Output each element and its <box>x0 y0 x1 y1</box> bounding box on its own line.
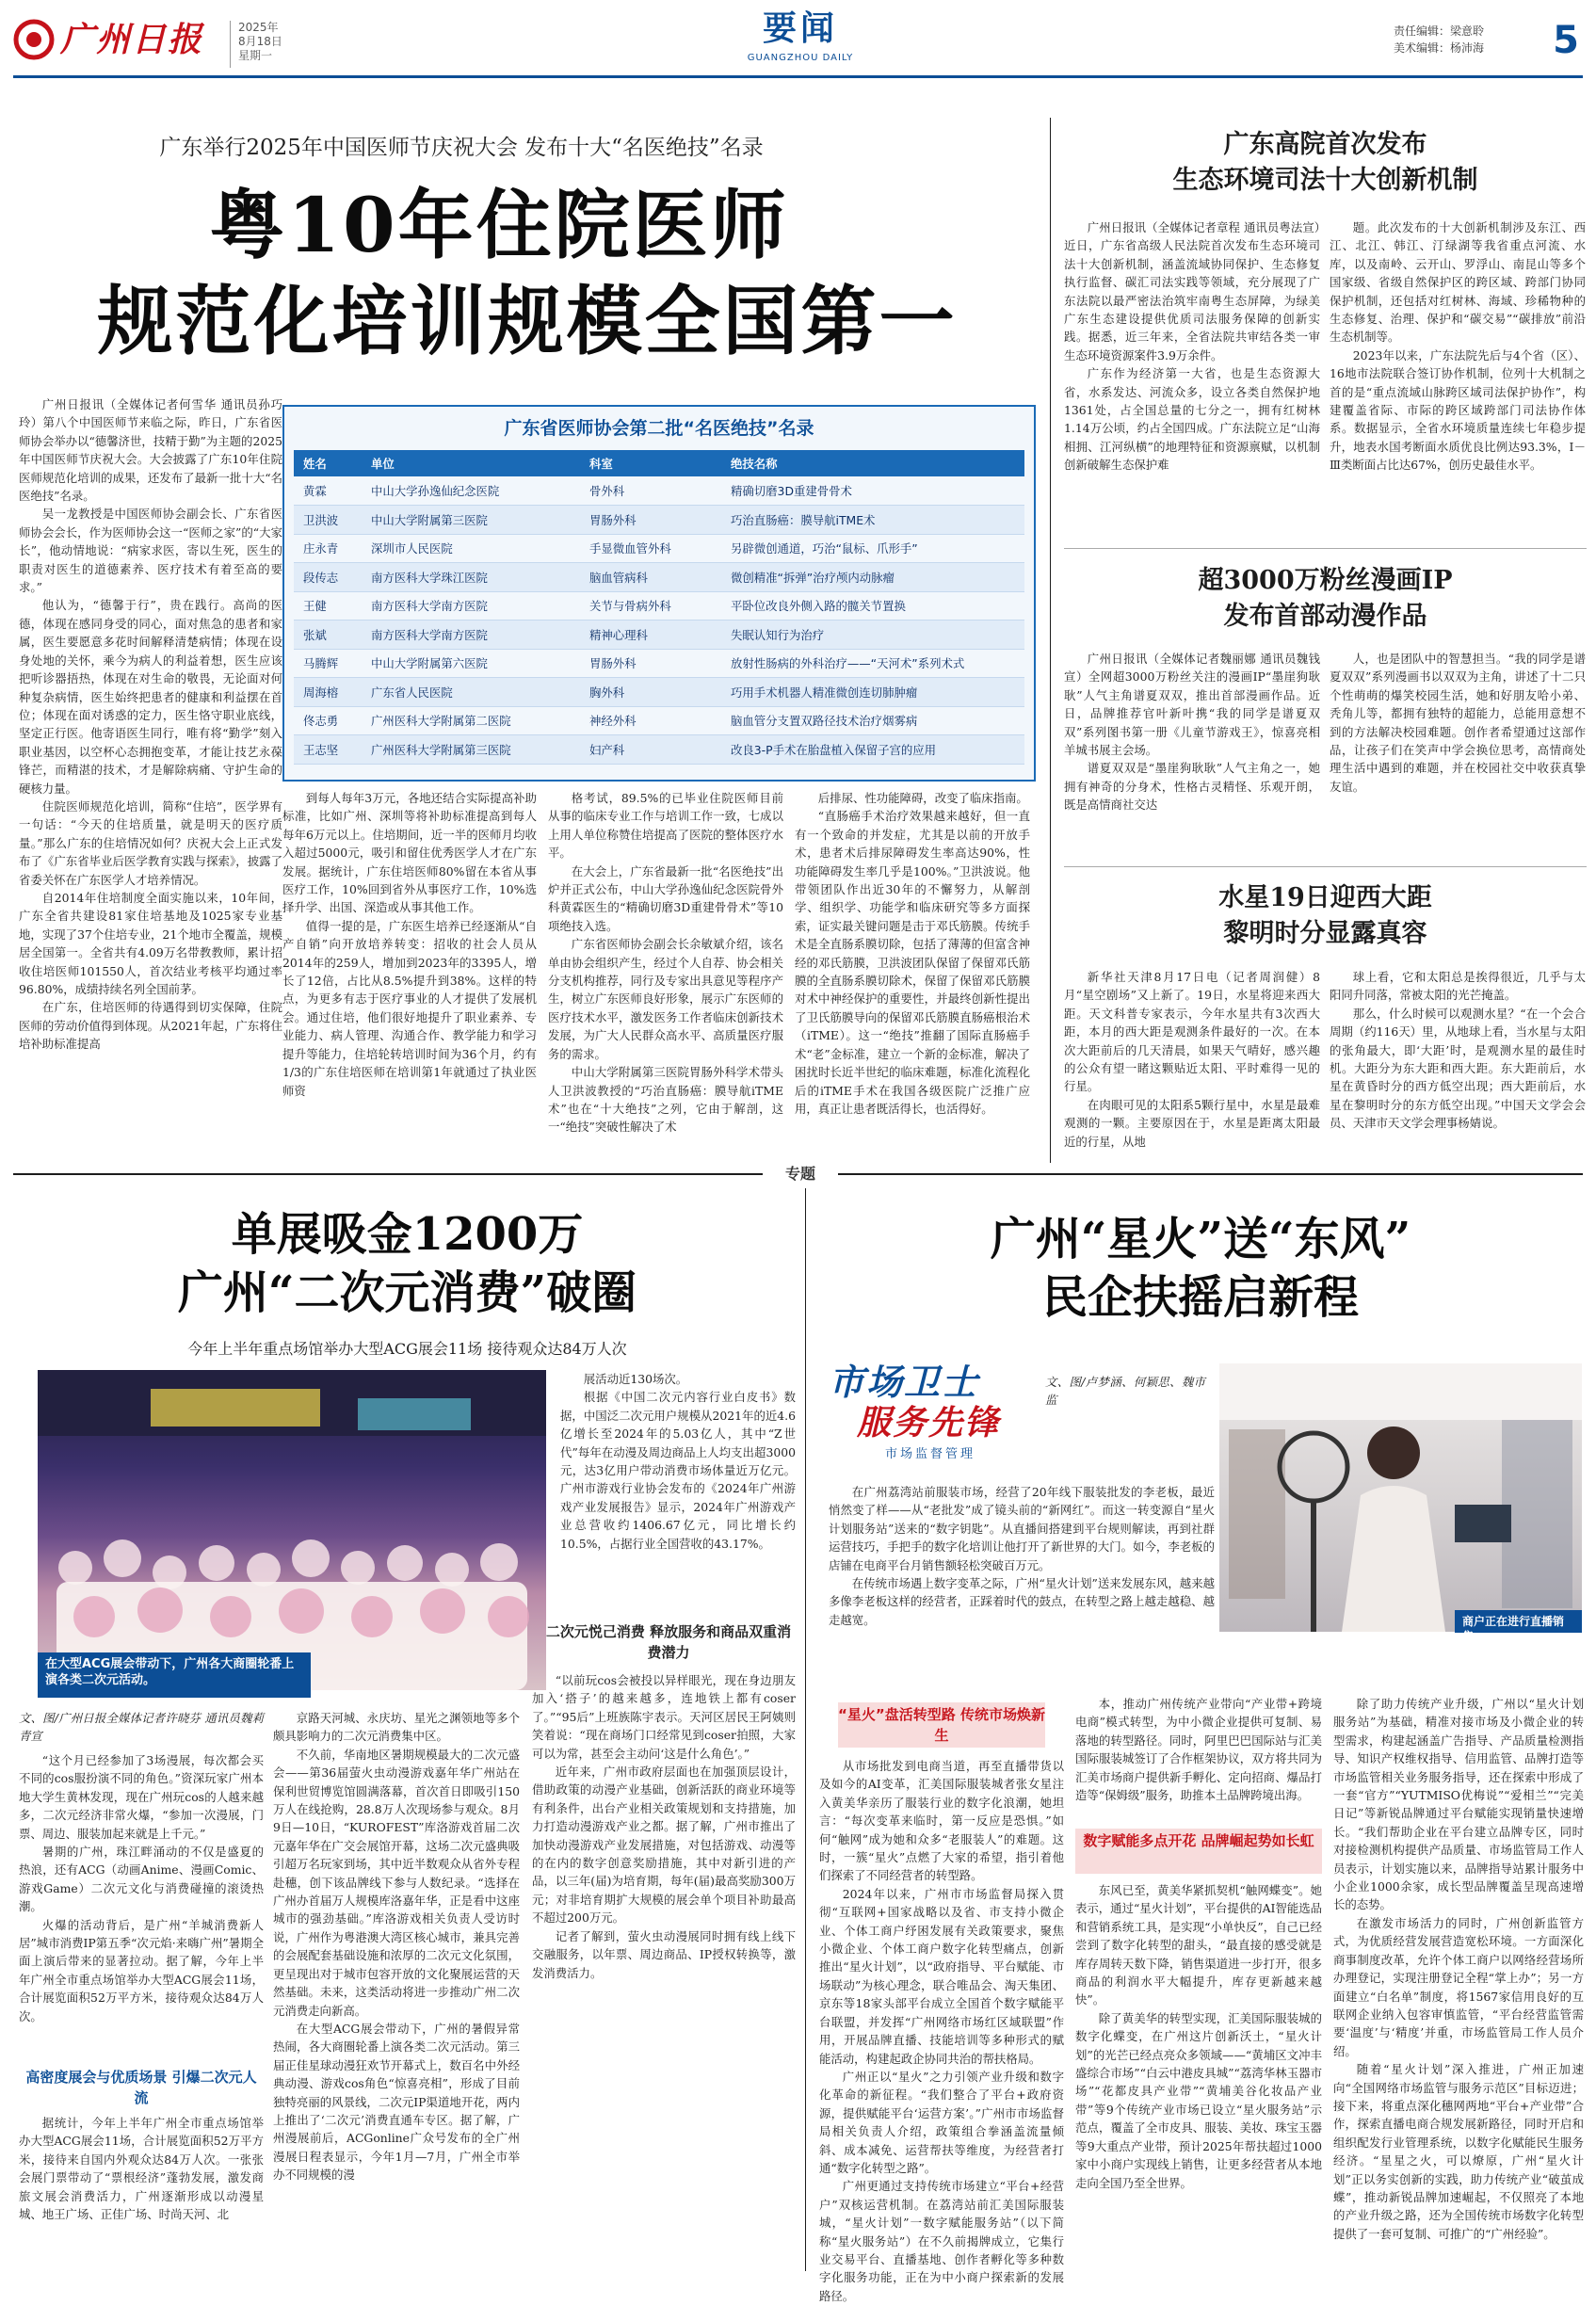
article-comic-title-line2: 发布首部动漫作品 <box>1223 602 1427 631</box>
cell-skill: 另辟微创通道，巧治“鼠标、爪形手” <box>721 534 1024 563</box>
cell-unit: 南方医科大学珠江医院 <box>362 563 580 592</box>
paragraph: 广州日报讯（全媒体记者何雪华 通讯员孙巧玲）第八个中国医师节来临之际，昨日，广东省医师协会举办以“德馨济世，技精于勤”为主题的2025年中国医师节庆祝大会。大会披露了广东10年住院医师规范化培训的成果，还发布了最新一批十大“名医绝技”名录。 <box>19 397 282 504</box>
page-number: 5 <box>1553 19 1579 62</box>
paragraph: 除了助力传统产业升级，广州以“星火计划服务站”为基础，精准对接市场及小微企业的转型需求，构建起涵盖广告指导、产品质量检测指导、知识产权维权指导、信用监管、品牌打造等市场监管相关业务服务指导，还在探索中形成了一套“官方”“YUTMISO优梅说”“爱相兰”“完美日记”等新锐品牌通过平台赋能实现销量快速增长。“我们帮助企业在平台建立品牌专区，同时对接检测机构提供产品质量、市场监管局工作人员表示，计划实施以来，品牌指导站累计服务中小企业1000余家，成长型品牌覆盖呈现高速增长的态势。 <box>1333 1697 1584 1912</box>
article-court-title <box>1064 127 1587 202</box>
cell-name: 周海榕 <box>294 678 362 707</box>
livestream-photo-caption: 商户正在进行直播销售。 <box>1455 1610 1582 1633</box>
main-headline-line1: 粤10年住院医师 <box>209 181 789 269</box>
article-mercury-column-2 <box>1330 968 1586 1156</box>
article-court-title-line2: 生态环境司法十大创新机制 <box>1172 166 1478 195</box>
paragraph: 格考试，89.5%的已毕业住院医师目前从事的临床专业工作与培训工作一致，七成以上用人单位称赞住培提高了医院的整体医疗水平。 <box>548 791 783 861</box>
paragraph: 题。此次发布的十大创新机制涉及东江、西江、北江、韩江、汀绿湖等我省重点河流、水库，以及南岭、云开山、罗浮山、南昆山等多个国家级、省级自然保护区的跨区域、跨部门协同保护机制，还包括对红树林、海域、珍稀物种的生态修复、治理、保护和“碳交易”“碳排放”前沿生态机制等。 <box>1330 220 1586 345</box>
table-header-dept: 科室 <box>580 450 721 476</box>
cell-unit: 南方医科大学南方医院 <box>362 621 580 650</box>
paragraph: 在激发市场活力的同时，广州创新监管方式，为优质经营发展营造宽松环境。一方面深化商事制度改革，允许个体工商户以网络经营场所办理登记，实现注册登记全程“掌上办”；另一方面建立“白名单”制度，将1567家信用良好的互联网企业纳入包容审慎监管，“平台经营监管需要‘温度’与‘精度’并重，市场监管局工作人员介绍。 <box>1333 1915 1584 2058</box>
table-header-name: 姓名 <box>294 450 362 476</box>
paragraph: 球上看，它和太阳总是挨得很近，几乎与太阳同升同落，常被太阳的光芒掩盖。 <box>1330 970 1586 1003</box>
spark-column-1 <box>819 1757 1064 2303</box>
table-header-unit: 单位 <box>362 450 580 476</box>
paragraph: 到每人每年3万元，各地还结合实际提高补助标准，比如广州、深圳等将补助标准提高到每人每年6万元以上。住培期间，近一半的医师月均收入超过5000元，吸引和留住优秀医学人才在广东发展。据统计，广东住培医师80%留在本省从事医疗工作，10%回到省外从事医疗工作，10%选择升学、出国、深造或从事其他工作。 <box>282 791 537 915</box>
acg-byline: 文、图/广州日报全媒体记者许晓芬 通讯员魏莉青宣 <box>19 1711 264 1744</box>
section-subtitle: GUANGZHOU DAILY <box>747 53 854 63</box>
cell-unit: 深圳市人民医院 <box>362 534 580 563</box>
acg-headline-line2: 广州“二次元消费”破圈 <box>177 1266 637 1319</box>
cell-dept: 脑血管病科 <box>580 563 721 592</box>
paragraph: 广东作为经济第一大省，也是生态资源大省，水系发达、河流众多，设立各类自然保护地1361处，占全国总量的七分之一，拥有红树林1.14万公顷，约占全国四成。广东法院立足“山海相拥、江河纵横”的地理特征和资源禀赋，以机制创新破解生态保护难 <box>1064 366 1320 473</box>
cell-dept: 精神心理科 <box>580 621 721 650</box>
spark-column-2: 本，推动广州传统产业带向“产业带+跨境电商”模式转型，为中小微企业提供可复制、易落地的转型路径。同时，阿里巴巴国际站与汇美国际服装城签订了合作框架协议，双方将共同为汇美市场商户提供新手孵化、定向招商、爆品打造等“保姆级”服务，助推本土品牌跨境出海。 <box>1075 1697 1322 1803</box>
table-row <box>294 476 1024 506</box>
paragraph: “这个月已经参加了3场漫展，每次都会买不同的cos服扮演不同的角色。”资深玩家广州本地大学生黄林发现，现在广州玩cos的人越来越多，二次元经济非常火爆，“参加一次漫展，门票、周边、服装加起来就是上千元。” <box>19 1753 264 1841</box>
cell-skill: 巧治直肠癌：膜导航iTME术 <box>721 506 1024 535</box>
cell-dept: 胸外科 <box>580 678 721 707</box>
article-comic-column-1 <box>1064 650 1320 855</box>
paragraph: 谱夏双双是“墨崖狗耿耿”人气主角之一，她拥有神奇的分身术，性格古灵精怪、乐观开朗，既是高情商社交达 <box>1064 761 1320 813</box>
table-header-row <box>294 450 1024 476</box>
masthead <box>0 0 1596 75</box>
brief-rule-1 <box>1064 548 1587 549</box>
acg-headline <box>19 1205 796 1328</box>
market-guard-logo-main: 市场卫士 <box>829 1361 980 1403</box>
paragraph: 吴一龙教授是中国医师协会副会长、广东省医师协会会长，作为医师协会这一“医师之家”的“大家长”，他动情地说：“病家求医，寄以生死，医生的职责对医生的道德素养、医疗技术有着至高的要求。” <box>19 507 282 595</box>
article-mercury-title-line2: 黎明时分显露真容 <box>1223 919 1427 948</box>
cell-name: 黄霖 <box>294 476 362 506</box>
cell-unit: 南方医科大学南方医院 <box>362 591 580 621</box>
spark-headline-line2: 民企扶摇启新程 <box>1041 1271 1359 1324</box>
table-row <box>294 534 1024 563</box>
editor-credits <box>1394 23 1535 64</box>
table-row <box>294 678 1024 707</box>
main-column-1 <box>19 395 282 1158</box>
table-row <box>294 649 1024 678</box>
brief-rule-2 <box>1064 866 1587 867</box>
table-wrap <box>294 450 1024 775</box>
cell-skill: 脑血管分支置双路径技术治疗烟雾病 <box>721 706 1024 735</box>
article-mercury-title <box>1064 880 1587 956</box>
paragraph: 除了黄美华的转型实现，汇美国际服装城的数字化蝶变，在广州这片创新沃土，“星火计划”的光芒已经点亮众多领域——“黄埔区文冲丰盛综合市场”“白云中港皮具城”“荔湾华林玉器市场”“花都皮具产业带”“黄埔美谷化妆品产业带”等9个传统产业市场已设立“星火服务站”示范点，覆盖了全市皮具、服装、美妆、珠宝玉器等9大重点产业带，预计2025年帮扶超过1000家中小商户实现线上销售，让更多经营者从本地走向全国乃至全世界。 <box>1075 2010 1322 2190</box>
paragraph: 在传统市场遇上数字变革之际，广州“星火计划”送来发展东风，越来越多像李老板这样的经营者，正踩着时代的鼓点，在转型之路上越走越稳、越走越宽。 <box>829 1576 1215 1627</box>
vertical-rule-bottom <box>805 1188 806 2271</box>
cell-unit: 广州医科大学附属第三医院 <box>362 735 580 765</box>
paragraph: 2024年以来，广州市市场监督局探入贯彻“互联网+国家战略以及省、市支持小微企业、个体工商户纾困发展有关政策要求，聚焦小微企业、个体工商户数字化转型痛点，创新推出“星火计划”，以“政府指导、平台赋能、市场联动”为核心理念，联合唯品会、淘天集团、京东等18家头部平台成立全国首个数字赋能平台联盟，并发挥“广州网络市场红区域联盟”作用，开展品牌直播、技能培训等多种形式的赋能活动，构建起政企协同共治的帮扶格局。 <box>819 1886 1064 2066</box>
cell-dept: 神经外科 <box>580 706 721 735</box>
crowd-illustration-icon <box>38 1370 546 1690</box>
acg-expo-photo <box>38 1370 546 1690</box>
article-mercury-column-1 <box>1064 968 1320 1156</box>
spark-headline-line1: 广州“星火”送“东风” <box>990 1213 1411 1265</box>
cell-skill: 放射性肠病的外科治疗——“天河术”系列术式 <box>721 649 1024 678</box>
acg-column-2 <box>273 1709 520 2269</box>
paragraph: 他认为，“德馨于行”，贵在践行。高尚的医德，体现在感同身受的同心，面对焦急的患者和家属，医生要愿意多花时间解释清楚病情；体现在设身处地的关怀，乘今为病人的利益着想，医生应该把听诊器捂热，体现在对生命的敬畏，无论面对何种复杂病情，医生始终把患者的健康和利益摆在首位；体现在面对诱惑的定力，医生恪守职业底线，坚定正行医。他寄语医生同行，唯有将“勤学”刻入职业基因，以空杯心态拥抱变革，才能让技艺永葆锋芒，而精湛的技术，才是解除病痛、守护生命的硬核力量。 <box>19 598 282 796</box>
acg-headline-line1: 单展吸金1200万 <box>231 1208 584 1261</box>
main-column-4 <box>795 789 1030 1158</box>
section-divider-label: 专题 <box>763 1164 838 1185</box>
article-court-column-1 <box>1064 218 1320 539</box>
paragraph: 后排尿、性功能障碍，改变了临床指南。 <box>817 791 1028 805</box>
cell-name: 王志坚 <box>294 735 362 765</box>
paragraph: 住院医师规范化培训，简称“住培”，医学界有一句话：“今天的住培质量，就是明天的医疗质量。”那么广东的住培情况如何？庆祝大会上正式发布了《广东省毕业后医学教育实践与探索》，披露了省委关怀在广东医学人才培养情况。 <box>19 798 282 887</box>
spark-column-2b <box>1075 1881 1322 2270</box>
paragraph: 在广东，住培医师的待遇得到切实保障，住院医师的劳动价值得到体现。从2021年起，广东将住培补助标准提高 <box>19 1000 282 1052</box>
paragraph: 值得一提的是，广东医生培养已经逐渐从“自产自销”向开放培养转变：招收的社会人员从2014年的259人，增加到2023年的3395人，增长了12倍，占比从8.5%提升到38%。这样的特点，为更多有志于医疗事业的人才提供了发展机会。通过住培，他们很好地提升了职业素养、专业能力、病人管理、沟通合作、教学能力和学习提升等能力，住培轮转培训时间为36个月，约有1/3的广东住培医师在培训第1年就通过了执业医师资 <box>282 918 537 1098</box>
table-row <box>294 563 1024 592</box>
acg-photo-caption: 在大型ACG展会带动下，广州各大商圈轮番上演各类二次元活动。 <box>38 1652 311 1698</box>
masthead-rule <box>13 75 1583 78</box>
main-column-3 <box>548 789 783 1158</box>
livestream-illustration-icon <box>1219 1363 1582 1632</box>
cell-name: 庄永青 <box>294 534 362 563</box>
paragraph: 近年来，广州市政府层面也在加强顶层设计，借助政策的动漫产业基础，创新活跃的商业环境等有利条件，出台产业相关政策规划和支持措施，加力打造动漫游戏产业之都。据了解，广州市推出了加快动漫游戏产业发展措施，对包括游戏、动漫等的在内的数字创意奖励措施，其中对新引进的产品，以三年(届)为培育期，每年(届)最高奖励300万元；对非培育期扩大规模的展会单个项目补助最高不超过200万元。 <box>532 1765 796 1926</box>
main-kicker: 广东举行2025年中国医师节庆祝大会 发布十大“名医绝技”名录 <box>159 136 764 160</box>
paragraph: 东风已至，黄美华紧抓契机“触网蝶变”。她表示，通过“星火计划”，平台提供的AI智能选品和营销系统工具，是实现“小单快反”，自己已经尝到了数字化转型的甜头，“最直接的感受就是库存周转天数下降，销售渠道进一步打开，很多商品的利润水平大幅提升，库存更新越来越快”。 <box>1075 1883 1322 2007</box>
paragraph: 广州日报讯（全媒体记者魏丽娜 通讯员魏钱宣）全网超3000万粉丝关注的漫画IP“墨崖狗耿耿”人气主角谱夏双双，推出首部漫画作品。近日，品牌推荐官叶新叶携“我的同学是谱夏双双”系列图书第一册《儿童节游戏王》，惊喜亮相羊城书展主会场。 <box>1064 652 1320 758</box>
paragraph: “以前玩cos会被投以异样眼光，现在身边朋友加入‘搭子’的越来越多，连地铁上都有coser了。”“95后”上班族陈宇表示。天河区居民王阿姨则笑着说：“现在商场门口经常见到coser拍照，大家可以为常，甚至会主动问‘这是什么角色’。” <box>532 1673 796 1761</box>
acg-subhead-2: 二次元悦己消费 释放服务和商品双重消费潜力 <box>545 1623 792 1661</box>
main-column-2 <box>282 789 537 1158</box>
cell-unit: 广州医科大学附属第二医院 <box>362 706 580 735</box>
cell-unit: 广东省人民医院 <box>362 678 580 707</box>
paragraph: 暑期的广州，珠江畔涌动的不仅是盛夏的热浪，还有ACG（动画Anime、漫画Comic、游戏Game）二次元文化与消费碰撞的滚烫热潮。 <box>19 1845 264 1914</box>
table-row <box>294 506 1024 535</box>
cell-name: 卫洪波 <box>294 506 362 535</box>
table-header-skill: 绝技名称 <box>721 450 1024 476</box>
article-comic-title <box>1064 563 1587 638</box>
cell-name: 张斌 <box>294 621 362 650</box>
table-row <box>294 591 1024 621</box>
issue-weekday: 星期一 <box>238 49 273 62</box>
logo-text: 广州日报 <box>60 20 204 59</box>
spark-subhead-1: “星火”盘活转型路 传统市场焕新生 <box>838 1702 1045 1748</box>
cell-unit: 中山大学孙逸仙纪念医院 <box>362 476 580 506</box>
paragraph: 自2014年住培制度全面实施以来，10年间，广东全省共建设81家住培基地及1025家专业基地，实现了37个住培专业，21个地市全覆盖，规模居全国第一。全省共有4.09万名带教教师，累计招收住培医师101550人，首次结业考核平均通过率96.80%，成绩持续名列全国前茅。 <box>19 890 282 996</box>
table-row <box>294 621 1024 650</box>
article-mercury-title-line1: 水星19日迎西大距 <box>1218 883 1432 912</box>
paragraph: 中山大学附属第三医院胃肠外科学术带头人卫洪波教授的“巧治直肠癌：膜导航iTME术”也在“十大绝技”之列，它由于解剖，这一“绝技”突破性解决了术 <box>548 1065 783 1135</box>
livestream-photo <box>1219 1363 1582 1632</box>
paragraph: 广东省医师协会副会长余敏斌介绍，该名单由协会组织产生，经过个人自荐、协会相关分支机构推荐，同行及专家出具意见等程序产生，树立广东医师良好形象，展示广东医师的医疗技术水平，激发医务工作者临床创新技术发展，为广大人民群众高水平、高质量医疗服务的需求。 <box>548 937 783 1061</box>
cell-unit: 中山大学附属第六医院 <box>362 649 580 678</box>
market-guard-logo-tag: 市场监督管理 <box>885 1447 976 1461</box>
acg-column-1b: 据统计，今年上半年广州全市重点场馆举办大型ACG展会11场，合计展览面积52万平方米，接待来自国内外观众达84万人次。一张张会展门票带动了“票根经济”蓬勃发展，激发商旅文展会消费活力，广州逐渐形成以动漫星城、地王广场、正佳广场、时尚天河、北 <box>19 2116 264 2222</box>
cell-skill: 巧用手术机器人精准微创连切肺肿瘤 <box>721 678 1024 707</box>
paragraph: 记者了解到，萤火虫动漫展同时拥有线上线下交融服务，以年票、周边商品、IP授权转换等，激发消费活力。 <box>532 1928 796 1980</box>
cell-dept: 妇产科 <box>580 735 721 765</box>
newspaper-logo <box>13 19 211 60</box>
cell-skill: 平卧位改良外侧入路的髋关节置换 <box>721 591 1024 621</box>
issue-date <box>230 21 314 68</box>
table-row <box>294 706 1024 735</box>
paragraph: 不久前，华南地区暑期规模最大的二次元盛会——第36届萤火虫动漫游戏嘉年华广州站在保利世贸博览馆圆满落幕，首次首日即吸引150万人在线抢购，28.8万人次现场参与观众。8月9日—10日，“KUROFEST”库洛游戏首届二次元嘉年华在广交会展馆开幕，这场二次元盛典吸引超万名玩家到场，其中近半数观众从省外专程赴穗，创下该品牌线下参与人数纪录。“选择在广州办首届万人规模库洛嘉年华，正是看中这座城市的强劲基础。”库洛游戏相关负责人受访时说，广州作为粤港澳大湾区核心城市，兼具完善的会展配套基础设施和浓厚的二次元文化氛围，更呈现出对于城市包容开放的文化聚展运营的天然基础。未来，这类活动将进一步推动广州二次元消费走向新高。 <box>273 1747 520 2018</box>
acg-subtitle: 今年上半年重点场馆举办大型ACG展会11场 接待观众达84万人次 <box>187 1340 627 1358</box>
vertical-rule-top <box>1050 118 1051 1163</box>
main-headline-line2: 规范化培训规模全国第一 <box>97 277 958 365</box>
paragraph: 火爆的活动背后，是广州“羊城消费新人居”城市消费IP第五季“次元焰·来嗨广州”暑期全面上演后带来的显著拉动。据了解，今年上半年广州全市重点场馆举办大型ACG展会11场，合计展览面积52万平方米，接待观众达84万人次。 <box>19 1917 264 2023</box>
cell-unit: 中山大学附属第三医院 <box>362 506 580 535</box>
cell-dept: 关节与骨病外科 <box>580 591 721 621</box>
article-comic-column-2: 人，也是团队中的智慧担当。“我的同学是谱夏双双”系列漫画书以双双为主角，讲述了十二只个性萌萌的爆笑校园生活，她和好朋友哈小弟、秃角儿等，都拥有独特的超能力，总能用意想不到的方法解决校园难题。创作者希望通过这部作品，让孩子们在笑声中学会换位思考，高情商处理生活中遇到的难题，并在校园社交中收获真挚友谊。 <box>1330 652 1586 794</box>
editor-duty: 责任编辑：梁意聆 <box>1394 24 1485 38</box>
cell-dept: 胃肠外科 <box>580 649 721 678</box>
cell-dept: 胃肠外科 <box>580 506 721 535</box>
cell-name: 王健 <box>294 591 362 621</box>
paragraph: 在广州荔湾站前服装市场，经营了20年线下服装批发的李老板，最近悄然变了样——从“老批发”成了镜头前的“新网红”。而这一转变源自“星火计划服务站”送来的“数字钥匙”。从直播间搭建到平台规则解读，再到社群运营技巧，手把手的数字化培训让他打开了新世界的大门。如今，李老板的店铺在电商平台月销售额轻松突破百万元。 <box>829 1485 1215 1572</box>
cell-name: 段传志 <box>294 563 362 592</box>
acg-subhead-1: 高密度展会与优质场景 引爆二次元人流 <box>25 2069 257 2106</box>
paragraph: 在大会上，广东省最新一批“名医绝技”出炉并正式公布，中山大学孙逸仙纪念医院骨外科黄霖医生的“精确切磨3D重建骨骨术”等10项绝技入选。 <box>548 863 783 933</box>
issue-month-day: 8月18日 <box>238 35 282 48</box>
paragraph: “直肠癌手术治疗效果越来越好，但一直有一个致命的并发症，尤其是以前的开放手术，患者术后排尿障碍发生率高达90%，性功能障碍发生率几乎是100%。”卫洪波说。他带领团队作出近30年的不懈努力，从解剖学、组织学、功能学和临床研究等多方面探索，证实最关键问题是击于邓氏筋膜。传统手术是全直肠系膜切除，包括了薄薄的但富含神经的邓氏筋膜，卫洪波团队保留了保留邓氏筋膜的全直肠系膜切除术，保留了保留邓氏筋膜对术中神经保护的重要性，并最终创新性提出了卫氏筋膜导向的保留邓氏筋膜直肠癌根治术（iTME）。这一“绝技”推翻了国际直肠癌手术“老”金标准，建立一个新的金标准，解决了困扰时长近半世纪的临床难题，标准化流程化后的iTME手术在我国各级医院广泛推广应用，真正让患者既活得长，也活得好。 <box>795 809 1030 1116</box>
paragraph: 在大型ACG展会带动下，广州的暑假异常热闹，各大商圈轮番上演各类二次元活动。第三届正佳星球动漫狂欢节开幕式上，数百名中外经典动漫、游戏cos角色“惊喜亮相”，形成了目前独特亮丽的风景线，二次元IP渠道地开花，两内上推出了‘二次元’消费直通车专区。据了解，广州漫展前后，ACGonline广众号发布的全广州漫展日程表显示，今年1月—7月，广州全市举办不同规模的漫 <box>273 2021 520 2183</box>
paragraph: 广州日报讯（全媒体记者章程 通讯员粤法宣）近日，广东省高级人民法院首次发布生态环境司法十大创新机制，涵盖流域协同保护、生态修复执行监督、碳汇司法实践等领域，充分展现了广东法院以最严密法治筑牢南粤生态屏障，为绿美广东生态建设提供优质司法服务保障的创新实践。据悉，近三年来，全省法院共审结各类一审生态环境资源案件3.9万余件。 <box>1064 220 1320 363</box>
cell-name: 佟志勇 <box>294 706 362 735</box>
paragraph: 2023年以来，广东法院先后与4个省（区）、16地市法院联合签订协作机制，位列十大机制之首的是“重点流域山脉跨区域司法保护协作”，构建覆盖省际、市际的跨区域跨部门司法协作体系。数据显示，全省水环境质量连续七年稳步提升，地表水国考断面水质优良比例达93.3%，Ⅰ－Ⅲ类断面占比达67%，创历史最佳水平。 <box>1330 347 1586 473</box>
article-comic-title-line1: 超3000万粉丝漫画IP <box>1198 566 1453 595</box>
paragraph: 展活动近130场次。 <box>583 1372 688 1386</box>
famous-doctor-table-box <box>282 405 1036 782</box>
table-row <box>294 735 1024 765</box>
paragraph: 京路天河城、永庆坊、星光之渊领地等多个颇具影响力的二次元消费集中区。 <box>273 1711 520 1744</box>
market-guard-logo <box>829 1361 1036 1474</box>
cell-skill: 精确切磨3D重建骨骨术 <box>721 476 1024 506</box>
logo-emblem-icon <box>13 19 55 60</box>
section-title: 要闻 <box>762 8 838 48</box>
paragraph: 那么，什么时候可以观测水星？“在一个会合周期（约116天）里，从地球上看，当水星与太阳的张角最大，即‘大距’时，是观测水星的最佳时机。大距分为东大距和西大距。东大距前后，水星在黄昏时分的西方低空出现；西大距前后，水星在黎明时分的东方低空出现。”中国天文学会会员、天津市天文学会理事杨婧说。 <box>1330 1006 1586 1131</box>
spark-column-3 <box>1333 1695 1584 2270</box>
paragraph: 广州更通过支持传统市场建立“平台+经营户”双核运营机制。在荔湾站前汇美国际服装城，“星火计划”一数字赋能服务站”（以下简称“星火服务站”）在不久前揭牌成立，它集行业交易平台、直播基地、创作者孵化等多种数字化服务功能，正在为中小商户探索新的发展路径。 <box>819 2179 1064 2303</box>
paragraph: 在肉眼可见的太阳系5颗行星中，水星是最难观测的一颗。主要原因在于，水星是距离太阳最近的行星，从地 <box>1064 1097 1320 1149</box>
paragraph: 从市场批发到电商当道，再至直播带货以及如今的AI变革，汇美国际服装城者张女星注入黄美华亲历了服装行业的数字化浪潮，她坦言：“每次变革来临时，第一反应是恐惧。”如何“触网”成为她和众多“老服装人”的难题。这时，一簇“星火”点燃了大家的希望，指引着他们探索了不同经营者的转型路。 <box>819 1759 1064 1883</box>
spark-byline: 文、图/卢梦涵、何颖思、魏市监 <box>1045 1375 1205 1408</box>
spark-headline <box>819 1210 1582 1332</box>
acg-column-3b <box>532 1671 796 2269</box>
editor-art: 美术编辑：杨沛海 <box>1394 41 1485 55</box>
article-court-title-line1: 广东高院首次发布 <box>1223 130 1427 159</box>
cell-skill: 失眠认知行为治疗 <box>721 621 1024 650</box>
paragraph: 随着“星火计划”深入推进，广州正加速向“全国网络市场监管与服务示范区”目标迈进；接下来，将重点深化穗网两地“平台+产业带”合作，探索直播电商合规发展新路径，同时开启和组织配发行业管理系统，以数字化赋能民生服务经济。“星星之火，可以燎原，广州“星火计划”正以务实创新的实践，助力传统产业“破茧成蝶”，推动新锐品牌加速崛起，不仅照亮了本地的产业升级之路，还为全国传统市场数字化转型提供了一套可复制、可推广的“广州经验”。 <box>1333 2062 1584 2241</box>
cell-name: 马腾辉 <box>294 649 362 678</box>
issue-year: 2025年 <box>238 21 279 34</box>
acg-column-1 <box>19 1751 264 2057</box>
market-guard-logo-sub: 服务先锋 <box>857 1403 1001 1443</box>
cell-dept: 手显微血管外科 <box>580 534 721 563</box>
paragraph: 广州正以“星火”之力引领产业升级和数字化革命的新征程。“我们整合了平台+政府资源，提供赋能平台‘运营方案’。”广州市市场监督局相关负责人介绍，政策组合拳涵盖流量倾斜、成本减免、运营帮扶等维度，为经营者打通“数字化转型之路”。 <box>819 2069 1064 2175</box>
article-court-column-2 <box>1330 218 1586 539</box>
table-title: 广东省医师协会第二批“名医绝技”名录 <box>504 418 814 439</box>
spark-intro <box>829 1483 1215 1695</box>
paragraph: 根据《中国二次元内容行业白皮书》数据，中国泛二次元用户规模从2021年的近4.6亿增长至2024年的5.03亿人，其中“Z世代”每年在动漫及周边商品上人均支出超3000元，达3亿用户带动消费市场体量近万亿元。广州市游戏行业协会发布的《2024年广州游戏产业发展报告》显示，2024年广州游戏产业总营收约1406.67亿元，同比增长约10.5%，占据行业全国营收的43.17%。 <box>560 1390 796 1551</box>
cell-skill: 改良3-P手术在胎盘植入保留子宫的应用 <box>721 735 1024 765</box>
paragraph: 新华社天津8月17日电（记者周润健）8月“星空剧场”又上新了。19日，水星将迎来西大距。天文科普专家表示，今年水星共有3次西大距，本月的西大距是观测条件最好的一次。在本次大距前后的几天清晨，如果天气晴好，感兴趣的公众有望一睹这颗贴近太阳、平时难得一见的行星。 <box>1064 970 1320 1094</box>
cell-dept: 骨外科 <box>580 476 721 506</box>
cell-skill: 微创精准“拆弹”治疗颅内动脉瘤 <box>721 563 1024 592</box>
famous-doctor-table <box>294 450 1024 765</box>
acg-column-3 <box>560 1370 796 1610</box>
spark-subhead-2: 数字赋能多点开花 品牌崛起势如长虹 <box>1075 1829 1322 1874</box>
